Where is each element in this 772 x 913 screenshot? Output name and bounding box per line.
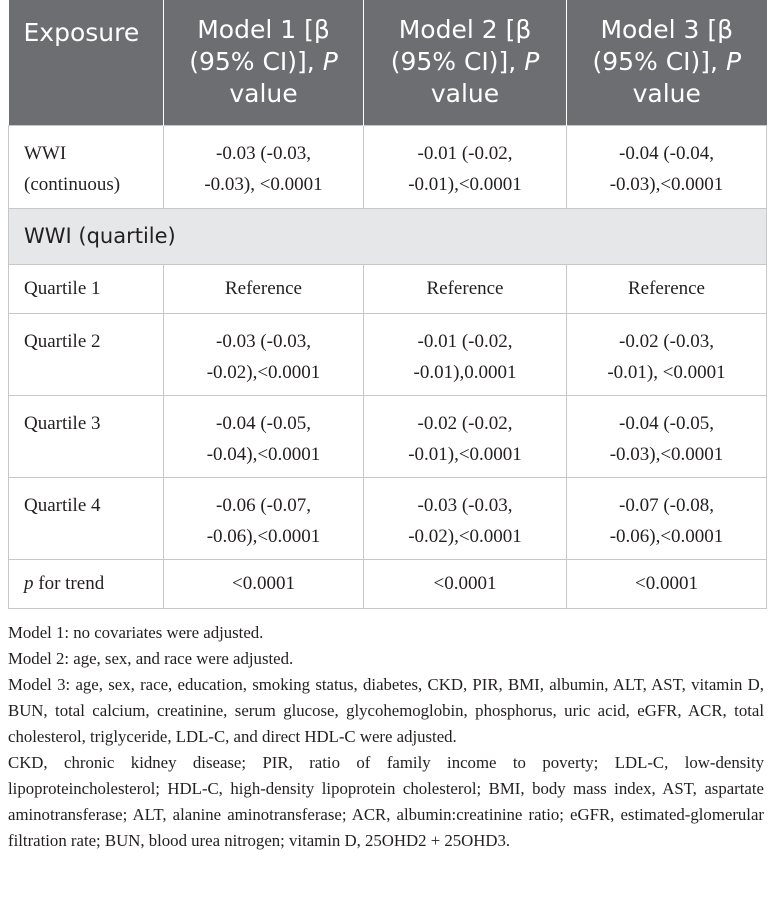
header-model-3-line1: Model 3 [β	[600, 15, 734, 45]
table-row-quartile-2	[9, 313, 767, 395]
cell-q2-m3-line1: -0.02 (-0.03,	[619, 330, 714, 352]
row-label-p-rest: for trend	[33, 572, 105, 594]
results-table	[8, 0, 767, 609]
row-label-quartile-2: Quartile 2	[9, 313, 164, 395]
row-label-quartile-4: Quartile 4	[9, 477, 164, 559]
footnote-model-2: Model 2: age, sex, and race were adjusted.	[8, 649, 294, 668]
cell-q4-m1-line1: -0.06 (-0.07,	[216, 494, 311, 516]
cell-continuous-m1	[164, 125, 364, 208]
footnote-abbreviations: CKD, chronic kidney disease; PIR, ratio of family income to poverty; LDL-C, low-density lipoproteincholesterol; HDL-C, high-density lipoprotein cholesterol; BMI, body mass index, AST, aspartate aminotransferase; ALT, alanine aminotransferase; ACR, albumin:creatinine ratio; eGFR, estimated-glomerular filtration rate; BUN, blood urea nitrogen; vitamin D, 25OHD2 + 25OHD3.	[8, 753, 764, 850]
cell-q2-m1-line1: -0.03 (-0.03,	[216, 330, 311, 352]
cell-q3-m2-line2: -0.01),<0.0001	[408, 443, 522, 465]
cell-trend-m1: <0.0001	[164, 559, 364, 608]
cell-q4-m2-line1: -0.03 (-0.03,	[417, 494, 513, 516]
header-model-3-p: P	[725, 47, 742, 77]
header-model-1-line2: (95% CI)],	[189, 47, 323, 77]
cell-q3-m3-line1: -0.04 (-0.05,	[619, 412, 714, 434]
header-row	[9, 0, 767, 125]
section-row-quartile	[9, 208, 767, 264]
row-label-quartile-3: Quartile 3	[9, 395, 164, 477]
header-model-3	[567, 0, 767, 125]
cell-continuous-m1-line2: -0.03), <0.0001	[204, 173, 323, 195]
cell-q4-m3	[567, 477, 767, 559]
footnote-model-1: Model 1: no covariates were adjusted.	[8, 623, 264, 642]
header-model-1	[164, 0, 364, 125]
cell-trend-m3: <0.0001	[567, 559, 767, 608]
cell-continuous-m2	[364, 125, 567, 208]
cell-q3-m1-line1: -0.04 (-0.05,	[216, 412, 311, 434]
cell-q3-m1-line2: -0.04),<0.0001	[206, 443, 321, 465]
cell-q2-m2	[364, 313, 567, 395]
header-model-1-line1: Model 1 [β	[197, 15, 330, 45]
cell-q4-m2-line2: -0.02),<0.0001	[408, 525, 522, 547]
header-model-2	[364, 0, 567, 125]
table-header	[9, 0, 767, 125]
cell-q4-m1	[164, 477, 364, 559]
cell-q2-m2-line1: -0.01 (-0.02,	[417, 330, 513, 352]
table-body	[9, 125, 767, 608]
cell-q3-m2	[364, 395, 567, 477]
cell-q2-m1-line2: -0.02),<0.0001	[206, 361, 321, 383]
header-model-3-line3: value	[632, 79, 701, 109]
row-label-continuous-line2: (continuous)	[24, 173, 121, 195]
cell-q2-m3	[567, 313, 767, 395]
cell-continuous-m1-line1: -0.03 (-0.03,	[216, 142, 311, 164]
row-label-p-italic: p	[24, 572, 34, 594]
row-label-p-trend	[9, 559, 164, 608]
cell-q2-m3-line2: -0.01), <0.0001	[607, 361, 726, 383]
header-model-1-line3: value	[229, 79, 298, 109]
cell-continuous-m2-line1: -0.01 (-0.02,	[417, 142, 513, 164]
header-model-2-line1: Model 2 [β	[398, 15, 532, 45]
table-footnotes	[8, 620, 764, 854]
table-row-continuous	[9, 125, 767, 208]
cell-continuous-m3	[567, 125, 767, 208]
row-label-continuous-line1: WWI	[24, 142, 67, 164]
cell-continuous-m3-line2: -0.03),<0.0001	[609, 173, 724, 195]
cell-q1-m1: Reference	[164, 264, 364, 313]
cell-q2-m2-line2: -0.01),0.0001	[413, 361, 517, 383]
header-model-1-p: P	[322, 47, 338, 77]
cell-q1-m2: Reference	[364, 264, 567, 313]
cell-q4-m2	[364, 477, 567, 559]
cell-q3-m2-line1: -0.02 (-0.02,	[417, 412, 513, 434]
cell-trend-m2: <0.0001	[364, 559, 567, 608]
table-row-quartile-4	[9, 477, 767, 559]
cell-q4-m1-line2: -0.06),<0.0001	[206, 525, 321, 547]
section-label-quartile: WWI (quartile)	[9, 208, 767, 264]
header-model-3-line2: (95% CI)],	[592, 47, 726, 77]
cell-q1-m3: Reference	[567, 264, 767, 313]
cell-q4-m3-line1: -0.07 (-0.08,	[619, 494, 714, 516]
footnote-model-3: Model 3: age, sex, race, education, smoking status, diabetes, CKD, PIR, BMI, albumin, ALT, AST, vitamin D, BUN, total calcium, creatinine, serum glucose, glycohemoglobin, phosphorus, uric acid, eGFR, ACR, total cholesterol, triglyceride, LDL-C, and direct HDL-C were adjusted.	[8, 675, 764, 746]
cell-q4-m3-line2: -0.06),<0.0001	[609, 525, 724, 547]
header-model-2-p: P	[524, 47, 540, 77]
table-row-p-trend	[9, 559, 767, 608]
cell-q2-m1	[164, 313, 364, 395]
cell-q3-m1	[164, 395, 364, 477]
row-label-quartile-1: Quartile 1	[9, 264, 164, 313]
header-model-2-line3: value	[430, 79, 500, 109]
cell-q3-m3	[567, 395, 767, 477]
cell-continuous-m2-line2: -0.01),<0.0001	[408, 173, 522, 195]
header-exposure: Exposure	[9, 0, 164, 125]
table-row-quartile-1	[9, 264, 767, 313]
cell-continuous-m3-line1: -0.04 (-0.04,	[619, 142, 714, 164]
cell-q3-m3-line2: -0.03),<0.0001	[609, 443, 724, 465]
row-label-continuous	[9, 125, 164, 208]
header-model-2-line2: (95% CI)],	[390, 47, 525, 77]
results-table-container	[8, 0, 766, 609]
table-row-quartile-3	[9, 395, 767, 477]
